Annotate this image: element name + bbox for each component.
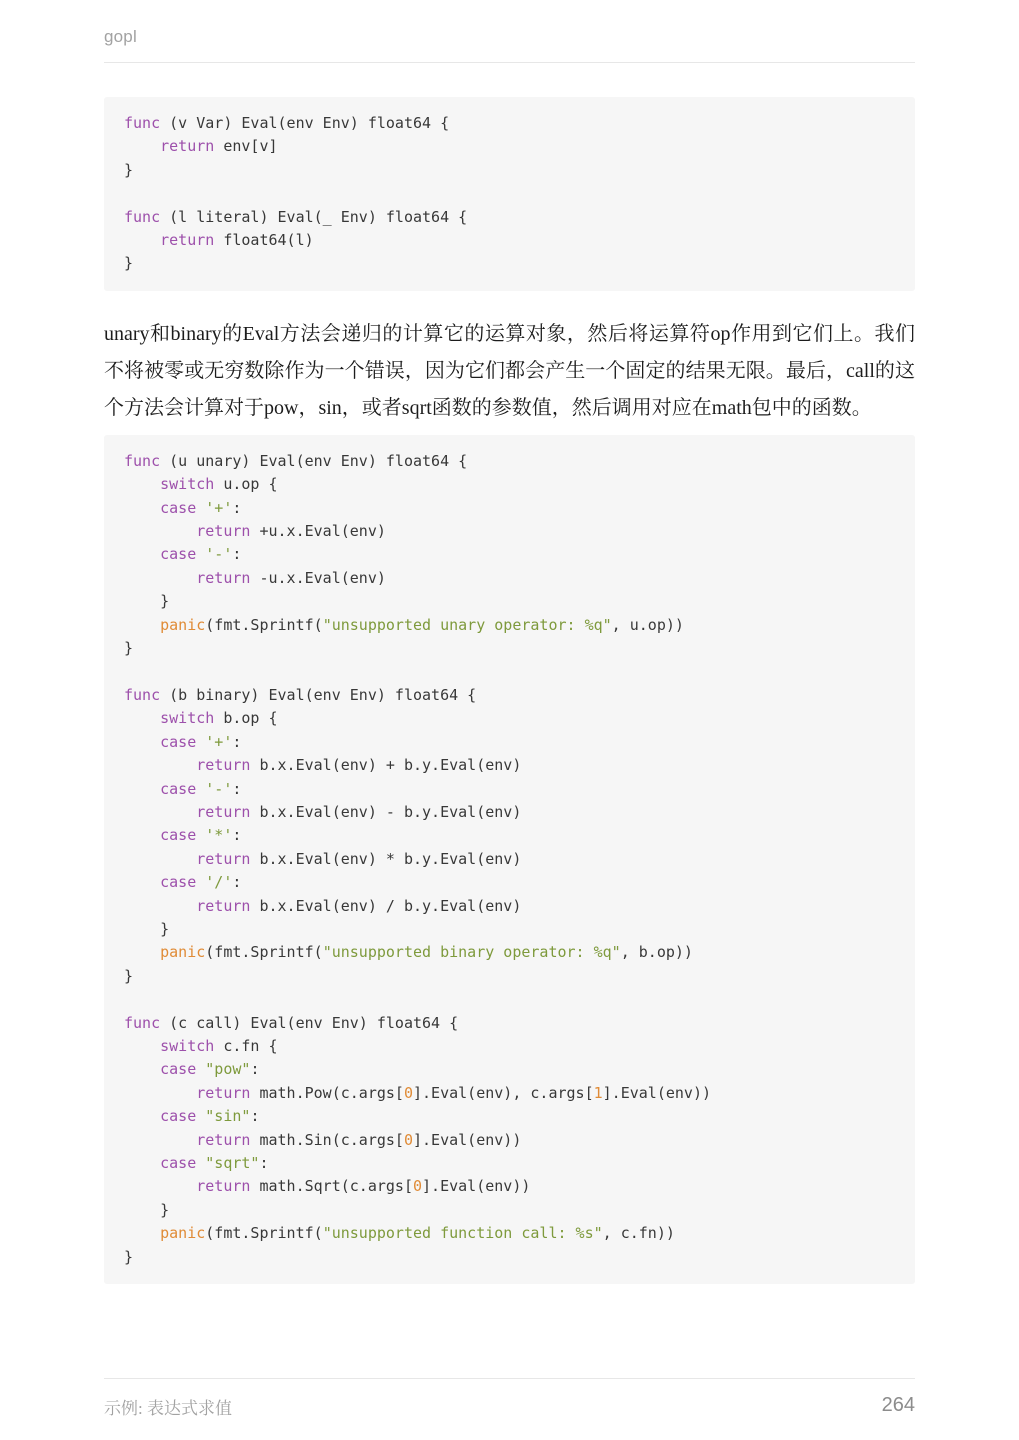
- code-line: [124, 450, 895, 473]
- code-token-n: 1: [593, 1083, 603, 1102]
- code-token-k: case: [160, 545, 197, 564]
- code-line: [124, 895, 895, 918]
- code-token: b.op {: [214, 709, 278, 728]
- code-line: [124, 778, 895, 801]
- code-token-s: '/': [205, 873, 233, 892]
- code-token: }: [124, 254, 134, 273]
- code-token-k: return: [196, 1177, 251, 1196]
- code-token: [124, 803, 196, 821]
- code-token-k: switch: [160, 709, 215, 728]
- code-line: [124, 112, 895, 135]
- code-token: [196, 1107, 205, 1125]
- code-token: , c.fn)): [602, 1224, 675, 1243]
- code-line: [124, 497, 895, 520]
- code-token: (u unary) Eval(env Env) float64 {: [160, 451, 468, 470]
- code-line: [124, 1105, 895, 1128]
- code-token-s: "sqrt": [205, 1154, 260, 1173]
- code-token: }: [124, 160, 134, 179]
- code-line: [124, 520, 895, 543]
- code-block-eval-var-literal: [104, 97, 915, 291]
- code-line: [124, 965, 895, 988]
- code-token-b: panic: [160, 1224, 206, 1243]
- code-token: u.op {: [214, 475, 278, 494]
- code-line: [124, 848, 895, 871]
- code-token-k: func: [124, 685, 161, 704]
- code-block-eval-unary-binary-call: [104, 435, 915, 1284]
- code-token-s: "sin": [205, 1107, 251, 1126]
- code-line: [124, 1012, 895, 1035]
- code-token-k: case: [160, 779, 197, 798]
- code-token-k: case: [160, 873, 197, 892]
- code-token-k: case: [160, 1107, 197, 1126]
- code-token: [124, 943, 160, 961]
- code-token-s: '-': [205, 545, 233, 564]
- code-line: [124, 206, 895, 229]
- code-token: }: [124, 639, 134, 658]
- code-line: [124, 871, 895, 894]
- code-line: [124, 567, 895, 590]
- code-token-k: case: [160, 826, 197, 845]
- code-line: [124, 135, 895, 158]
- code-line: [124, 941, 895, 964]
- code-token: [196, 1060, 205, 1078]
- code-token: [124, 1037, 160, 1055]
- page-footer: [104, 1378, 915, 1419]
- code-line: [124, 1035, 895, 1058]
- code-token: math.Sin(c.args[: [250, 1130, 404, 1149]
- code-token: [124, 1177, 196, 1195]
- code-token-k: return: [196, 896, 251, 915]
- code-token: :: [232, 732, 242, 751]
- code-token: (l literal) Eval(_ Env) float64 {: [160, 207, 468, 226]
- code-token: [124, 545, 160, 563]
- code-token: :: [250, 1060, 260, 1079]
- code-token: [196, 1154, 205, 1172]
- code-token-b: panic: [160, 943, 206, 962]
- code-token-s: '+': [205, 732, 233, 751]
- code-line: [124, 1058, 895, 1081]
- code-token-k: return: [196, 1130, 251, 1149]
- code-token-k: switch: [160, 1037, 215, 1055]
- code-token: +u.x.Eval(env): [250, 522, 386, 541]
- code-token-k: return: [160, 137, 215, 156]
- code-line: [124, 637, 895, 660]
- code-token-s: "unsupported unary operator: %q": [322, 615, 612, 634]
- code-token-k: switch: [160, 475, 215, 494]
- body-paragraph: unary和binary的Eval方法会递归的计算它的运算对象，然后将运算符op作用到它们上。我们不将被零或无穷数除作为一个错误，因为它们都会产生一个固定的结果无限。最后，call的这个方法会计算对于pow，sin，或者sqrt函数的参数值，然后调用对应在math包中的函数。: [104, 322, 915, 419]
- code-token: [124, 826, 160, 844]
- code-token-s: "unsupported function call: %s": [322, 1224, 603, 1243]
- code-token-n: 0: [413, 1177, 423, 1196]
- code-token-n: 0: [403, 1083, 413, 1102]
- code-token: b.x.Eval(env) + b.y.Eval(env): [250, 756, 522, 775]
- code-token: [124, 780, 160, 798]
- code-token: [124, 231, 160, 249]
- code-line: [124, 1222, 895, 1245]
- code-token: [124, 1084, 196, 1102]
- code-token: (fmt.Sprintf(: [205, 1224, 323, 1243]
- code-token: [124, 1107, 160, 1125]
- code-token: [124, 522, 196, 540]
- code-line: [124, 1082, 895, 1105]
- code-line: [124, 614, 895, 637]
- footer-page-number: 264: [881, 1394, 915, 1417]
- code-token-k: return: [196, 568, 251, 587]
- code-line: [124, 1152, 895, 1175]
- code-token: :: [250, 1107, 260, 1126]
- code-token: b.x.Eval(env) * b.y.Eval(env): [250, 849, 522, 868]
- code-line: [124, 1199, 895, 1222]
- code-token: [124, 756, 196, 774]
- code-token-s: '*': [205, 826, 233, 845]
- code-token: :: [232, 826, 242, 845]
- code-token: [124, 1224, 160, 1242]
- code-token: }: [124, 1200, 170, 1219]
- code-token-k: return: [196, 849, 251, 868]
- code-token-s: "unsupported binary operator: %q": [322, 943, 621, 962]
- code-line: [124, 1129, 895, 1152]
- code-line: [124, 473, 895, 496]
- code-token-k: func: [124, 1013, 161, 1032]
- code-token-k: return: [196, 756, 251, 775]
- site-header: [104, 0, 915, 63]
- code-token: ].Eval(env)): [413, 1130, 522, 1149]
- code-token-s: '+': [205, 498, 233, 517]
- code-line: [124, 707, 895, 730]
- code-line: [124, 252, 895, 275]
- code-token: }: [124, 919, 170, 938]
- code-token: [124, 897, 196, 915]
- code-token: (b binary) Eval(env Env) float64 {: [160, 685, 477, 704]
- code-token: [124, 709, 160, 727]
- code-token: , u.op)): [611, 615, 684, 634]
- code-token: }: [124, 1247, 134, 1266]
- code-token-k: func: [124, 114, 161, 132]
- code-token: env[v]: [214, 137, 278, 156]
- code-token-b: panic: [160, 615, 206, 634]
- code-token: :: [259, 1154, 269, 1173]
- code-line: [124, 182, 895, 205]
- code-token: ].Eval(env), c.args[: [413, 1083, 594, 1102]
- code-token: [124, 1154, 160, 1172]
- code-token: [124, 850, 196, 868]
- code-token-k: return: [196, 1083, 251, 1102]
- code-line: [124, 543, 895, 566]
- code-token-k: case: [160, 1060, 197, 1079]
- code-token: [124, 733, 160, 751]
- code-line: [124, 1175, 895, 1198]
- code-token: [124, 1060, 160, 1078]
- code-token: :: [232, 779, 242, 798]
- code-token: [124, 873, 160, 891]
- code-token: [196, 873, 205, 891]
- code-token-k: return: [196, 802, 251, 821]
- code-token: [196, 780, 205, 798]
- code-token-k: func: [124, 451, 161, 470]
- code-token: b.x.Eval(env) - b.y.Eval(env): [250, 802, 522, 821]
- code-token: }: [124, 966, 134, 985]
- code-token: b.x.Eval(env) / b.y.Eval(env): [250, 896, 522, 915]
- footer-section-title: 示例: 表达式求值: [104, 1399, 232, 1419]
- code-token: :: [232, 873, 242, 892]
- code-token: ].Eval(env)): [602, 1083, 712, 1102]
- code-line: [124, 801, 895, 824]
- code-token-s: "pow": [205, 1060, 251, 1079]
- code-line: [124, 229, 895, 252]
- code-token: c.fn {: [214, 1037, 278, 1055]
- code-line: [124, 1246, 895, 1269]
- code-token-n: 0: [403, 1130, 413, 1149]
- code-token: math.Pow(c.args[: [250, 1083, 404, 1102]
- code-token: (fmt.Sprintf(: [205, 943, 323, 962]
- code-token-s: '-': [205, 779, 233, 798]
- code-token-k: case: [160, 732, 197, 751]
- code-line: [124, 988, 895, 1011]
- code-token: [124, 137, 160, 155]
- code-token: [124, 1131, 196, 1149]
- code-line: [124, 824, 895, 847]
- code-token: [196, 499, 205, 517]
- code-line: [124, 661, 895, 684]
- code-line: [124, 159, 895, 182]
- code-line: [124, 918, 895, 941]
- code-token: (v Var) Eval(env Env) float64 {: [160, 114, 450, 132]
- code-line: [124, 731, 895, 754]
- code-token: :: [232, 498, 242, 517]
- code-token: -u.x.Eval(env): [250, 568, 386, 587]
- code-token-k: return: [160, 231, 215, 250]
- code-token: math.Sqrt(c.args[: [250, 1177, 413, 1196]
- code-token: [196, 826, 205, 844]
- code-token: (fmt.Sprintf(: [205, 615, 323, 634]
- code-token: ].Eval(env)): [422, 1177, 531, 1196]
- code-line: [124, 754, 895, 777]
- code-token: [124, 475, 160, 493]
- code-token: [124, 499, 160, 517]
- code-token: (c call) Eval(env Env) float64 {: [160, 1013, 459, 1032]
- code-token: [124, 569, 196, 587]
- code-token-k: case: [160, 1154, 197, 1173]
- code-token: [196, 545, 205, 563]
- code-token: [196, 733, 205, 751]
- code-token-k: func: [124, 207, 161, 226]
- code-token-k: return: [196, 522, 251, 541]
- code-token: float64(l): [214, 231, 314, 250]
- code-token: , b.op)): [620, 943, 693, 962]
- site-title-link[interactable]: gopl: [104, 27, 137, 46]
- code-token: :: [232, 545, 242, 564]
- code-token: [124, 616, 160, 634]
- code-line: [124, 684, 895, 707]
- code-line: [124, 590, 895, 613]
- code-token: }: [124, 592, 170, 611]
- code-token-k: case: [160, 498, 197, 517]
